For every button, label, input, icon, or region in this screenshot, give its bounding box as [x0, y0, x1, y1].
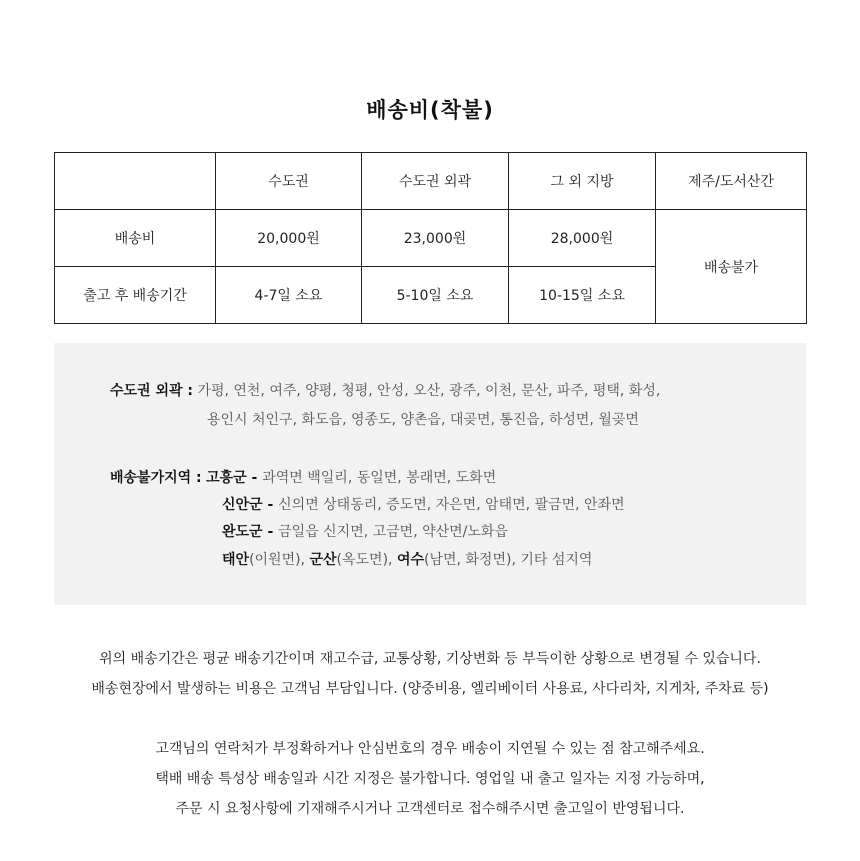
jeju-unavailable-cell: 배송불가	[656, 210, 807, 324]
row-label-fee: 배송비	[55, 210, 216, 267]
header-jeju-islands: 제주/도서산간	[656, 153, 807, 210]
unavailable-detail: (이원면),	[249, 552, 310, 568]
unavailable-region: 군산	[309, 552, 337, 568]
row-label-period: 출고 후 배송기간	[55, 267, 216, 324]
unavailable-line-4	[222, 549, 592, 569]
unavailable-dash: -	[246, 470, 263, 486]
unavailable-detail: 과역면 백일리, 동일면, 봉래면, 도화면	[262, 470, 497, 486]
fee-capital-outskirts: 23,000원	[362, 210, 509, 267]
unavailable-line-2	[222, 494, 625, 514]
outskirts-line-1	[110, 380, 660, 400]
period-capital-outskirts: 5-10일 소요	[362, 267, 509, 324]
shipping-fee-table	[54, 152, 807, 324]
outskirts-line-2: 용인시 처인구, 화도읍, 영종도, 양촌읍, 대곶면, 통진읍, 하성면, 월곶면	[207, 412, 639, 428]
notice-line: 배송현장에서 발생하는 비용은 고객님 부담입니다. (양중비용, 엘리베이터 사용료, 사다리차, 지게차, 주차료 등)	[91, 681, 769, 697]
notice-line: 고객님의 연락처가 부정확하거나 안심번호의 경우 배송이 지연될 수 있는 점 참고해주세요.	[155, 741, 705, 757]
unavailable-detail: 신의면 상태동리, 증도면, 자은면, 암태면, 팔금면, 안좌면	[278, 497, 625, 513]
unavailable-detail: 금일읍 신지면, 고금면, 약산면/노화읍	[278, 524, 508, 540]
header-capital-outskirts: 수도권 외곽	[362, 153, 509, 210]
period-other-regions: 10-15일 소요	[509, 267, 656, 324]
unavailable-region: 여수	[396, 552, 424, 568]
unavailable-dash: -	[262, 524, 279, 540]
unavailable-detail: (남면, 화정면), 기타 섬지역	[424, 552, 593, 568]
header-other-regions: 그 외 지방	[509, 153, 656, 210]
outskirts-list-1: 가평, 연천, 여주, 양평, 청평, 안성, 오산, 광주, 이천, 문산, 파주, 평택, 화성,	[197, 383, 661, 399]
unavailable-label: 배송불가지역 :	[110, 470, 202, 486]
header-empty-cell	[55, 153, 216, 210]
table-row-fee	[55, 210, 807, 267]
unavailable-region: 완도군	[222, 524, 263, 540]
unavailable-region: 고흥군	[206, 470, 247, 486]
unavailable-line-3	[222, 521, 508, 541]
unavailable-detail: (옥도면),	[336, 552, 397, 568]
notice-line: 위의 배송기간은 평균 배송기간이며 재고수급, 교통상황, 기상변화 등 부득이한 상황으로 변경될 수 있습니다.	[99, 651, 761, 667]
period-capital-area: 4-7일 소요	[216, 267, 362, 324]
fee-other-regions: 28,000원	[509, 210, 656, 267]
region-info-box	[54, 343, 806, 605]
notice-paragraph-2	[0, 734, 860, 824]
outskirts-label: 수도권 외곽 :	[110, 383, 193, 399]
unavailable-line-1	[110, 467, 496, 487]
notice-line: 택배 배송 특성상 배송일과 시간 지정은 불가합니다. 영업일 내 출고 일자는 지정 가능하며,	[155, 771, 705, 787]
fee-capital-area: 20,000원	[216, 210, 362, 267]
notice-paragraph-1	[0, 644, 860, 704]
header-capital-area: 수도권	[216, 153, 362, 210]
page-title: 배송비(착불)	[366, 98, 494, 122]
table-header-row	[55, 153, 807, 210]
notice-line: 주문 시 요청사항에 기재해주시거나 고객센터로 접수해주시면 출고일이 반영됩니다.	[175, 801, 685, 817]
unavailable-region: 태안	[222, 552, 250, 568]
unavailable-dash: -	[262, 497, 279, 513]
unavailable-region: 신안군	[222, 497, 263, 513]
